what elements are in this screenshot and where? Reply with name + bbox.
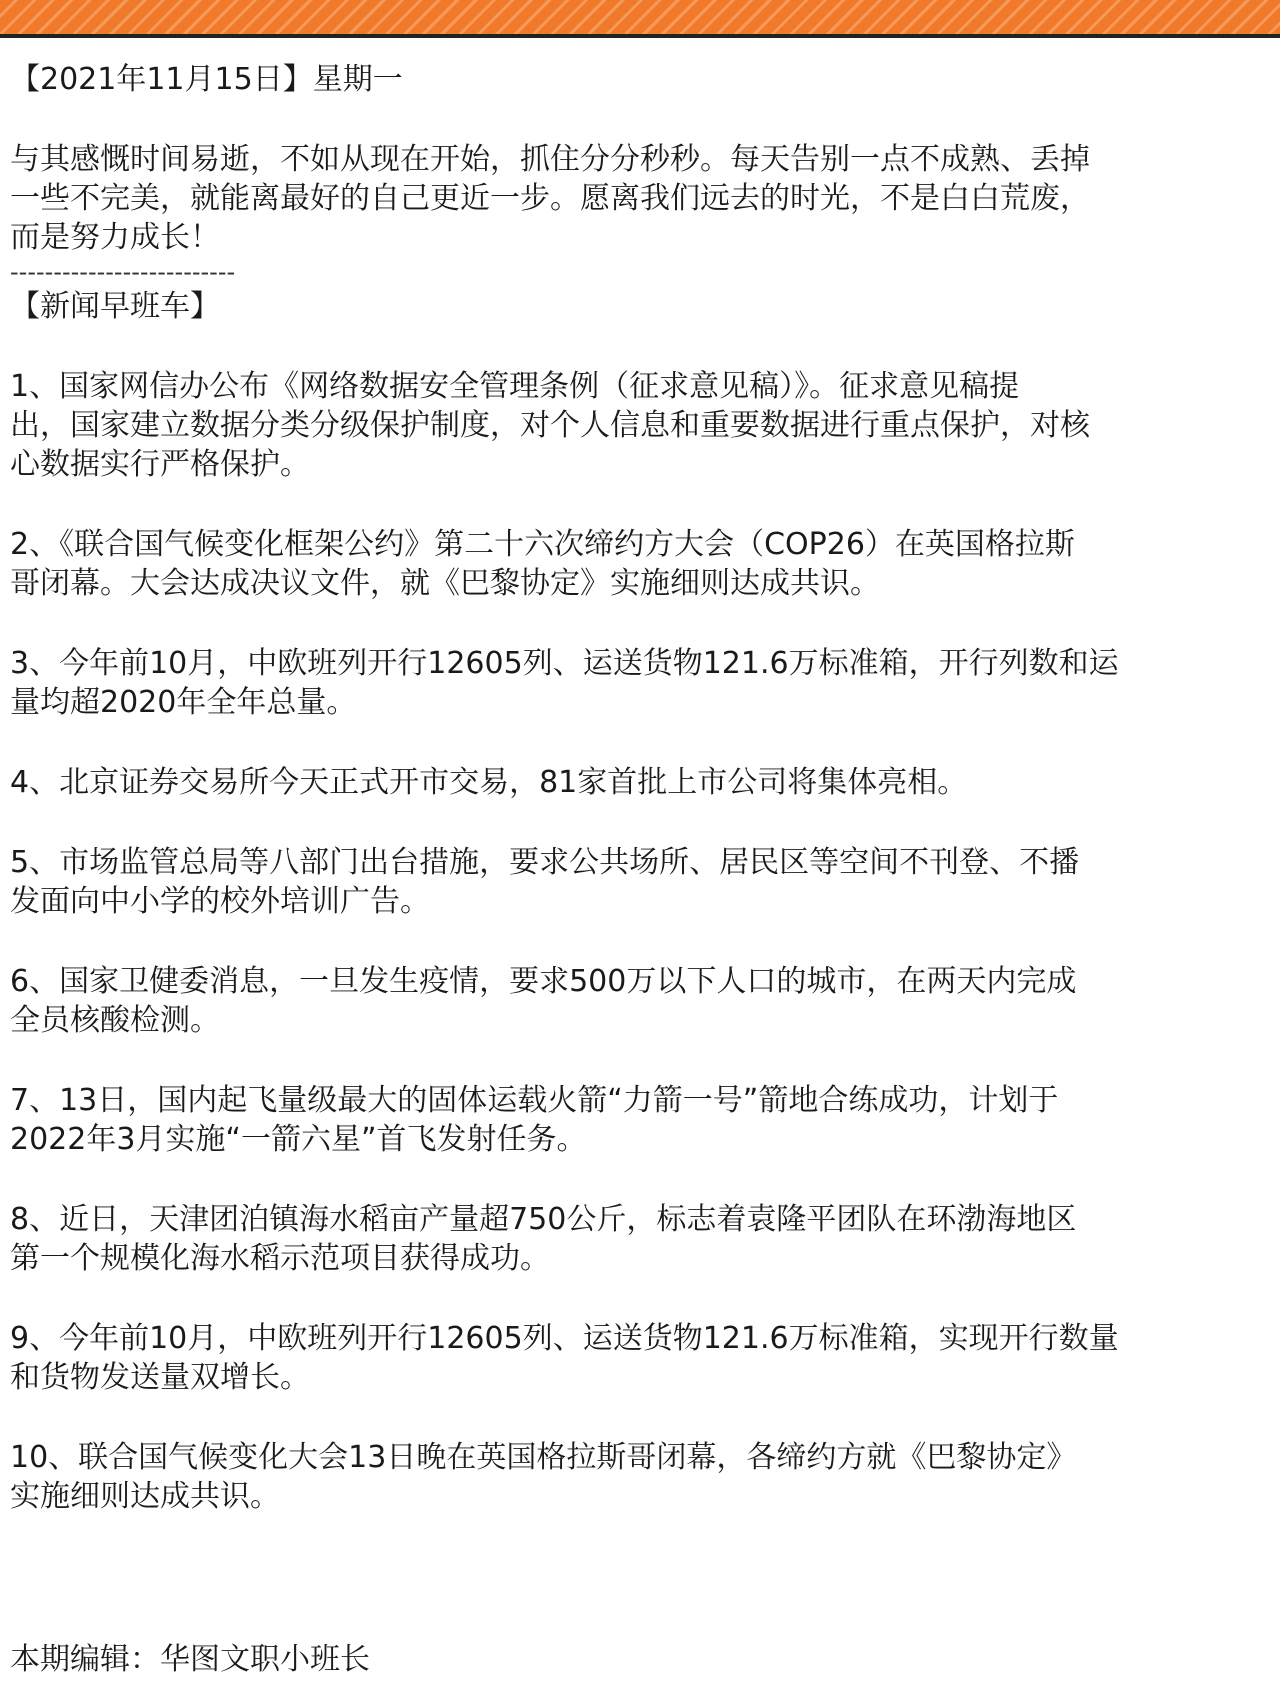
news-item <box>10 1438 1272 1516</box>
news-line: 9、今年前10月，中欧班列开行12605列、运送货物121.6万标准箱，实现开行数量 <box>10 1321 1119 1356</box>
decorative-top-band <box>0 0 1280 34</box>
news-line: 1、国家网信办公布《网络数据安全管理条例（征求意见稿）》。征求意见稿提 <box>10 369 1020 404</box>
news-item <box>10 1319 1272 1397</box>
intro-line: 一些不完美，就能离最好的自己更近一步。愿离我们远去的时光，不是白白荒废， <box>10 181 1090 216</box>
news-item <box>10 644 1272 722</box>
news-line: 和货物发送量双增长。 <box>10 1360 310 1395</box>
intro-line: 与其感慨时间易逝，不如从现在开始，抓住分分秒秒。每天告别一点不成熟、丢掉 <box>10 142 1090 177</box>
news-item <box>10 962 1272 1040</box>
news-item <box>10 1200 1272 1278</box>
news-item <box>10 367 1272 484</box>
news-line: 6、国家卫健委消息，一旦发生疫情，要求500万以下人口的城市，在两天内完成 <box>10 964 1077 999</box>
news-line: 出，国家建立数据分类分级保护制度，对个人信息和重要数据进行重点保护，对核 <box>10 408 1090 443</box>
news-line: 全员核酸检测。 <box>10 1003 220 1038</box>
news-line: 第一个规模化海水稻示范项目获得成功。 <box>10 1241 550 1276</box>
article-body <box>10 60 1272 1516</box>
news-line: 哥闭幕。大会达成决议文件，就《巴黎协定》实施细则达成共识。 <box>10 566 880 601</box>
news-line: 3、今年前10月，中欧班列开行12605列、运送货物121.6万标准箱，开行列数和运 <box>10 646 1119 681</box>
news-line: 量均超2020年全年总量。 <box>10 685 357 720</box>
news-line: 实施细则达成共识。 <box>10 1479 280 1514</box>
editor-credit: 本期编辑：华图文职小班长 <box>10 1642 370 1677</box>
top-band-divider <box>0 34 1280 38</box>
dashed-divider: -------------------------- <box>10 258 236 286</box>
intro-paragraph <box>10 140 1272 257</box>
news-line: 7、13日，国内起飞量级最大的固体运载火箭“力箭一号”箭地合练成功，计划于 <box>10 1083 1059 1118</box>
news-line: 8、近日，天津团泊镇海水稻亩产量超750公斤，标志着袁隆平团队在环渤海地区 <box>10 1202 1077 1237</box>
news-item <box>10 1081 1272 1159</box>
news-line: 2、《联合国气候变化框架公约》第二十六次缔约方大会（COP26）在英国格拉斯 <box>10 527 1075 562</box>
news-line: 10、联合国气候变化大会13日晚在英国格拉斯哥闭幕，各缔约方就《巴黎协定》 <box>10 1440 1077 1475</box>
section-title: 【新闻早班车】 <box>10 289 220 324</box>
date-line: 【2021年11月15日】星期一 <box>10 62 403 97</box>
news-line: 5、市场监管总局等八部门出台措施，要求公共场所、居民区等空间不刊登、不播 <box>10 845 1080 880</box>
intro-line: 而是努力成长！ <box>10 220 220 255</box>
news-line: 心数据实行严格保护。 <box>10 447 310 482</box>
news-line: 2022年3月实施“一箭六星”首飞发射任务。 <box>10 1122 587 1157</box>
news-item <box>10 843 1272 921</box>
news-line: 4、北京证券交易所今天正式开市交易，81家首批上市公司将集体亮相。 <box>10 765 968 800</box>
news-item <box>10 763 1272 802</box>
news-line: 发面向中小学的校外培训广告。 <box>10 884 430 919</box>
news-item <box>10 525 1272 603</box>
